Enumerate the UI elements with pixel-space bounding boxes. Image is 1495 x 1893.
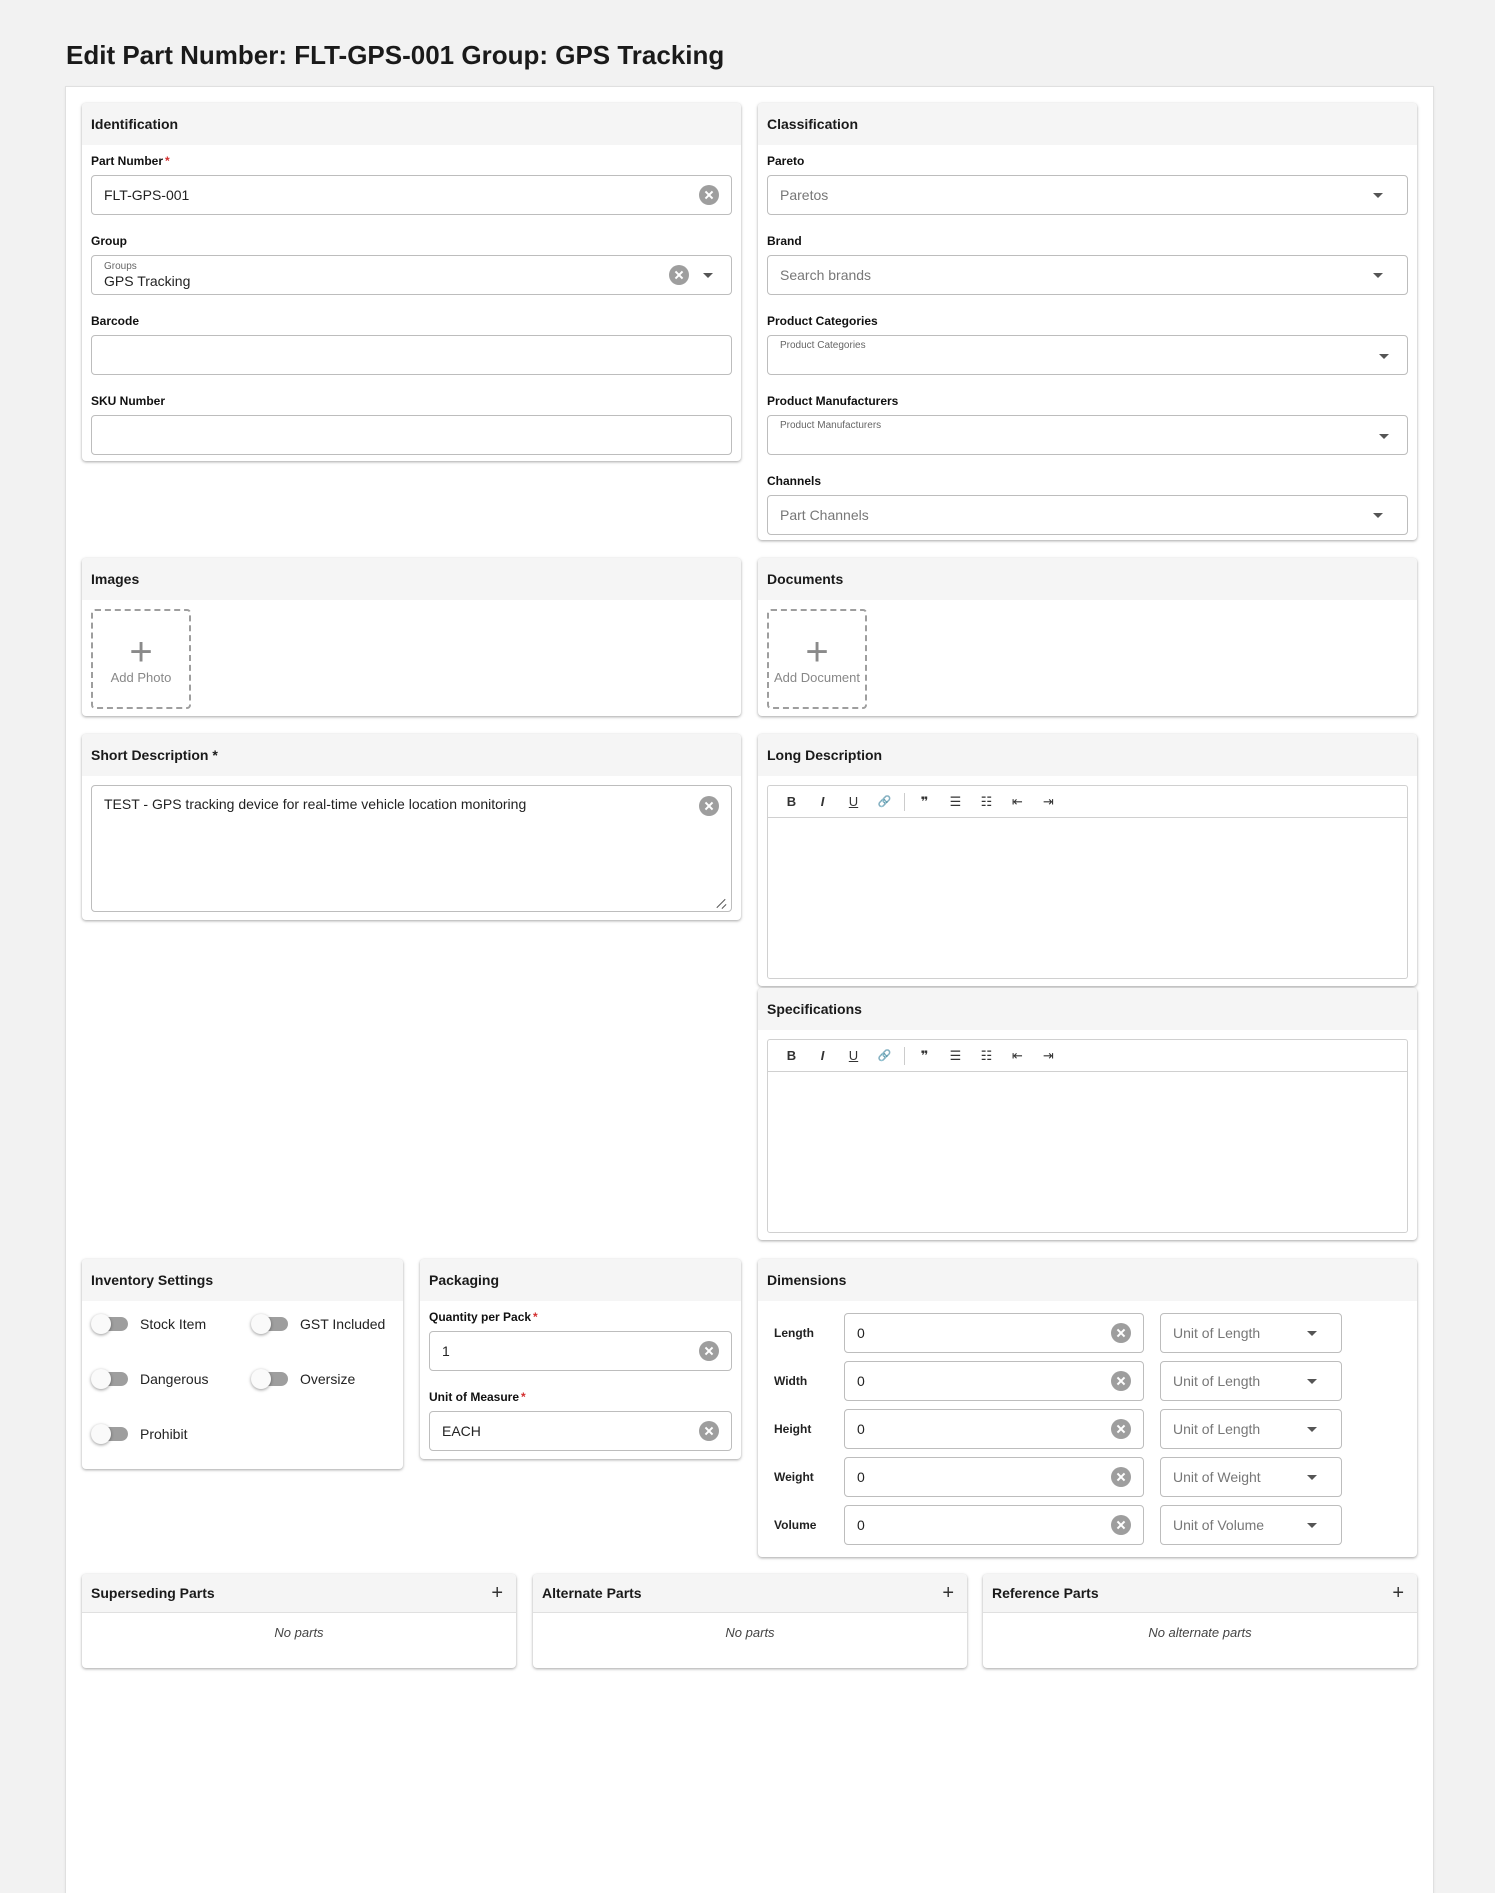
dangerous-toggle[interactable]: Dangerous — [94, 1368, 254, 1390]
dimension-row-volume: Volume 0 Unit of Volume — [758, 1505, 1417, 1545]
long-description-editor — [767, 785, 1408, 979]
pareto-label: Pareto — [767, 154, 805, 168]
specifications-input[interactable] — [768, 1072, 1407, 1232]
group-floating-label: Groups — [104, 261, 137, 272]
indent-icon[interactable]: ⇥ — [1043, 793, 1054, 809]
gst-included-toggle[interactable]: GST Included — [254, 1313, 403, 1335]
part-number-input[interactable] — [91, 175, 732, 215]
channels-label: Channels — [767, 474, 822, 488]
quantity-per-pack-input[interactable]: 1 — [429, 1331, 732, 1371]
toggle-switch[interactable] — [94, 1317, 128, 1331]
clear-icon[interactable] — [699, 796, 719, 816]
product-manufacturers-label: Product Manufacturers — [767, 394, 899, 408]
alternate-parts-card — [533, 1574, 967, 1668]
dimensions-header: Dimensions — [758, 1259, 1417, 1301]
editor-toolbar — [768, 1040, 1407, 1072]
clear-icon[interactable] — [699, 1341, 719, 1361]
chevron-down-icon[interactable] — [1373, 193, 1383, 198]
images-card — [82, 558, 741, 716]
italic-button[interactable]: I — [820, 1048, 825, 1063]
toolbar-divider — [904, 1047, 905, 1065]
short-description-textarea[interactable] — [91, 785, 732, 912]
add-photo-button[interactable]: + Add Photo — [91, 609, 191, 709]
group-label: Group — [91, 234, 127, 248]
plus-icon: + — [805, 629, 829, 674]
reference-parts-empty: No alternate parts — [1148, 1625, 1252, 1640]
length-unit-select[interactable]: Unit of Length — [1160, 1313, 1342, 1353]
specifications-card — [758, 988, 1417, 1240]
clear-icon[interactable] — [699, 1421, 719, 1441]
alternate-parts-empty: No parts — [725, 1625, 775, 1640]
bold-button[interactable]: B — [786, 1048, 797, 1063]
brand-select[interactable]: Search brands — [767, 255, 1408, 295]
underline-button[interactable]: U — [848, 1048, 859, 1063]
bullet-list-icon[interactable]: ☰ — [949, 793, 962, 809]
chevron-down-icon[interactable] — [1307, 1331, 1317, 1336]
classification-header: Classification — [758, 103, 1417, 145]
volume-input[interactable]: 0 — [844, 1505, 1144, 1545]
chevron-down-icon[interactable] — [703, 273, 713, 278]
short-description-header: Short Description * — [82, 734, 741, 776]
group-select[interactable] — [91, 255, 732, 295]
chevron-down-icon[interactable] — [1373, 273, 1383, 278]
brand-label: Brand — [767, 234, 802, 248]
page-title: Edit Part Number: FLT-GPS-001 Group: GPS Tracking — [66, 40, 725, 70]
product-categories-select[interactable]: Product Categories — [767, 335, 1408, 375]
quantity-per-pack-label: Quantity per Pack * — [429, 1310, 538, 1324]
clear-icon[interactable] — [1111, 1323, 1131, 1343]
stock-item-toggle[interactable]: Stock Item — [94, 1313, 254, 1335]
specifications-editor — [767, 1039, 1408, 1233]
link-icon[interactable]: 🔗 — [877, 1050, 892, 1062]
alternate-parts-header: Alternate Parts + — [533, 1574, 967, 1613]
unit-of-measure-label: Unit of Measure * — [429, 1390, 526, 1404]
dimensions-card — [758, 1259, 1417, 1557]
height-input[interactable]: 0 — [844, 1409, 1144, 1449]
short-description-card — [82, 734, 741, 920]
weight-unit-select[interactable]: Unit of Weight — [1160, 1457, 1342, 1497]
chevron-down-icon[interactable] — [1307, 1379, 1317, 1384]
clear-icon[interactable] — [699, 185, 719, 205]
pareto-select[interactable]: Paretos — [767, 175, 1408, 215]
chevron-down-icon[interactable] — [1379, 434, 1389, 439]
add-reference-part-button[interactable]: + — [1392, 1581, 1404, 1604]
toolbar-divider — [904, 793, 905, 811]
quote-icon[interactable]: ❞ — [920, 793, 929, 809]
plus-icon: + — [129, 629, 153, 674]
chevron-down-icon[interactable] — [1307, 1523, 1317, 1528]
clear-icon[interactable] — [1111, 1467, 1131, 1487]
product-categories-label: Product Categories — [767, 314, 878, 328]
images-header: Images — [82, 558, 741, 600]
outdent-icon[interactable]: ⇤ — [1012, 793, 1023, 809]
superseding-parts-empty: No parts — [274, 1625, 324, 1640]
chevron-down-icon[interactable] — [1307, 1427, 1317, 1432]
superseding-parts-card — [82, 1574, 516, 1668]
inventory-settings-header: Inventory Settings — [82, 1259, 403, 1301]
resize-handle-icon[interactable] — [717, 898, 727, 908]
reference-parts-header: Reference Parts + — [983, 1574, 1417, 1613]
editor-toolbar — [768, 786, 1407, 818]
numbered-list-icon[interactable]: ☷ — [980, 1047, 993, 1063]
width-unit-select[interactable]: Unit of Length — [1160, 1361, 1342, 1401]
group-value: GPS Tracking — [104, 273, 191, 289]
chevron-down-icon[interactable] — [1307, 1475, 1317, 1480]
bold-button[interactable]: B — [786, 794, 797, 809]
long-description-header: Long Description — [758, 734, 1417, 776]
toggle-switch[interactable] — [94, 1372, 128, 1386]
add-alternate-part-button[interactable]: + — [942, 1581, 954, 1604]
packaging-header: Packaging — [420, 1259, 741, 1301]
inventory-settings-card — [82, 1259, 403, 1469]
reference-parts-card — [983, 1574, 1417, 1668]
add-document-button[interactable]: + Add Document — [767, 609, 867, 709]
width-input[interactable]: 0 — [844, 1361, 1144, 1401]
toggle-switch[interactable] — [254, 1317, 288, 1331]
dimension-row-width: Width 0 Unit of Length — [758, 1361, 1417, 1401]
long-description-card — [758, 734, 1417, 986]
oversize-toggle[interactable]: Oversize — [254, 1368, 403, 1390]
part-number-value: FLT-GPS-001 — [104, 187, 190, 203]
packaging-card — [420, 1259, 741, 1459]
length-input[interactable]: 0 — [844, 1313, 1144, 1353]
part-number-label: Part Number * — [91, 154, 170, 168]
volume-unit-select[interactable]: Unit of Volume — [1160, 1505, 1342, 1545]
long-description-input[interactable] — [768, 818, 1407, 978]
weight-input[interactable]: 0 — [844, 1457, 1144, 1497]
quote-icon[interactable]: ❞ — [920, 1047, 929, 1063]
identification-header: Identification — [82, 103, 741, 145]
add-superseding-part-button[interactable]: + — [491, 1581, 503, 1604]
chevron-down-icon[interactable] — [1379, 354, 1389, 359]
documents-card — [758, 558, 1417, 716]
prohibit-toggle[interactable]: Prohibit — [94, 1423, 254, 1445]
unit-of-measure-input[interactable]: EACH — [429, 1411, 732, 1451]
italic-button[interactable]: I — [820, 794, 825, 809]
underline-button[interactable]: U — [848, 794, 859, 809]
dimension-row-height: Height 0 Unit of Length — [758, 1409, 1417, 1449]
barcode-label: Barcode — [91, 314, 140, 328]
clear-icon[interactable] — [669, 265, 689, 285]
dimension-row-weight: Weight 0 Unit of Weight — [758, 1457, 1417, 1497]
link-icon[interactable]: 🔗 — [877, 796, 892, 808]
documents-header: Documents — [758, 558, 1417, 600]
specifications-header: Specifications — [758, 988, 1417, 1030]
short-description-value: TEST - GPS tracking device for real-time vehicle location monitoring — [104, 796, 527, 812]
outdent-icon[interactable]: ⇤ — [1012, 1047, 1023, 1063]
chevron-down-icon[interactable] — [1373, 513, 1383, 518]
toggle-switch[interactable] — [254, 1372, 288, 1386]
barcode-input[interactable] — [91, 335, 732, 375]
classification-card — [758, 103, 1417, 540]
numbered-list-icon[interactable]: ☷ — [980, 793, 993, 809]
height-unit-select[interactable]: Unit of Length — [1160, 1409, 1342, 1449]
bullet-list-icon[interactable]: ☰ — [949, 1047, 962, 1063]
sku-label: SKU Number — [91, 394, 166, 408]
superseding-parts-header: Superseding Parts + — [82, 1574, 516, 1613]
clear-icon[interactable] — [1111, 1419, 1131, 1439]
clear-icon[interactable] — [1111, 1515, 1131, 1535]
sku-input[interactable] — [91, 415, 732, 455]
identification-card — [82, 103, 741, 461]
product-manufacturers-select[interactable]: Product Manufacturers — [767, 415, 1408, 455]
indent-icon[interactable]: ⇥ — [1043, 1047, 1054, 1063]
dimension-row-length: Length 0 Unit of Length — [758, 1313, 1417, 1353]
channels-select[interactable]: Part Channels — [767, 495, 1408, 535]
toggle-switch[interactable] — [94, 1427, 128, 1441]
clear-icon[interactable] — [1111, 1371, 1131, 1391]
